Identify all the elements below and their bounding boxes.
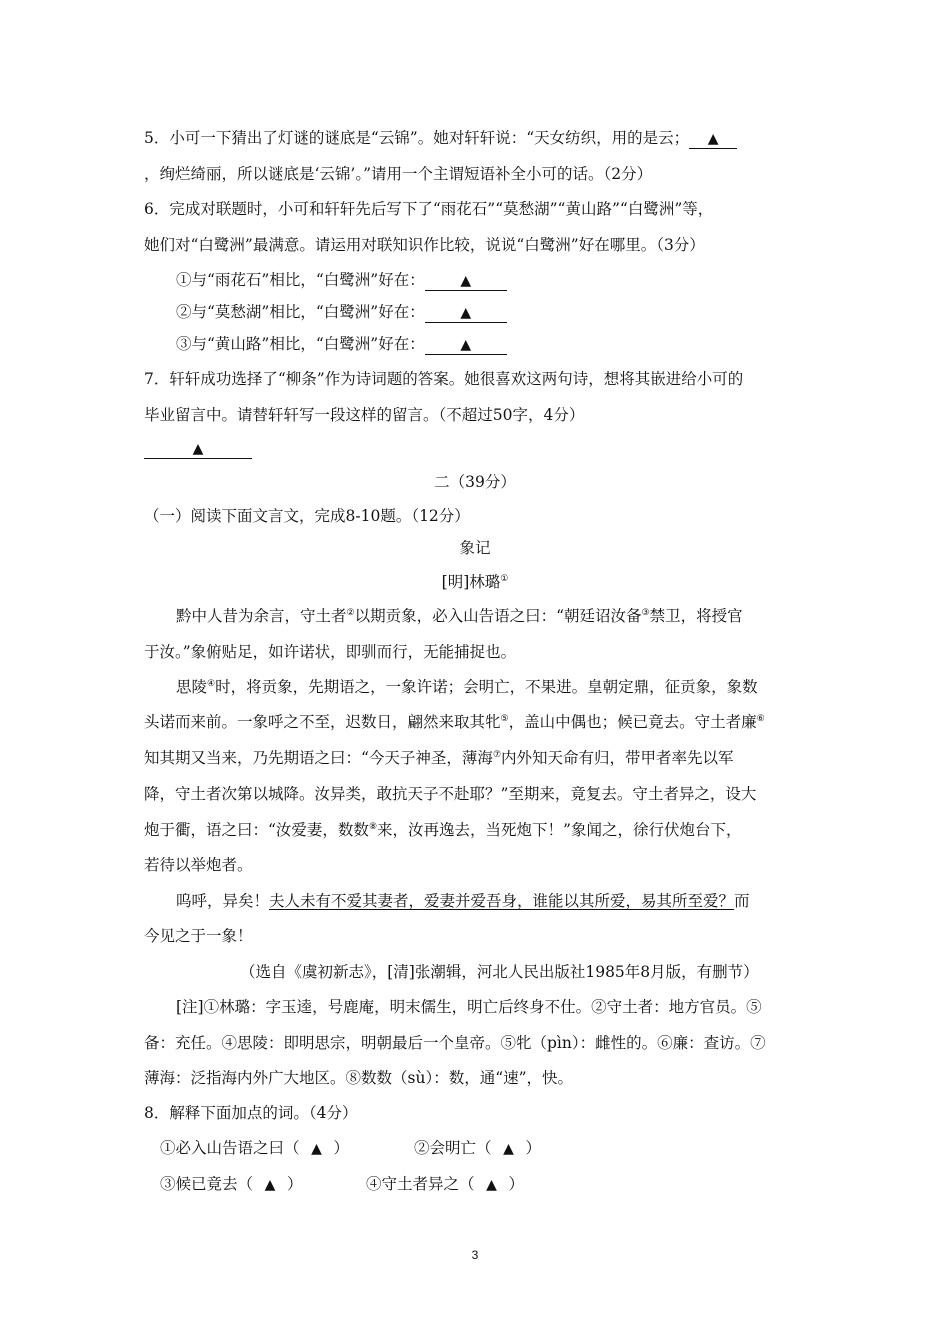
article-p2-line4: 降，守土者次第以城降。汝异类，敢抗天子不赴耶？”至期来，竟复去。守土者异之，设大 [144, 785, 757, 803]
footnote-mark: ⑦ [492, 749, 502, 760]
text-run: 时，将贡象，先期语之，一象许诺；会明亡，不果进。皇朝定鼎，征贡象，象数 [215, 678, 758, 696]
triangle-icon: ▲ [460, 305, 472, 321]
q6-item-2 [176, 302, 507, 323]
notes-line1: [注]①林璐：字玉逵，号鹿庵，明末儒生，明亡后终身不仕。②守土者：地方官员。⑤ [176, 998, 762, 1016]
article-p2-line1 [176, 677, 758, 697]
q5-text1: 5．小可一下猜出了灯谜的谜底是“云锦”。她对轩轩说：“天女纺织，用的是云； [144, 129, 690, 147]
triangle-icon: ▲ [503, 1141, 514, 1157]
footnote-mark: ② [346, 607, 355, 618]
text-run: 内外知天命有归，带甲者率先以军 [501, 749, 734, 767]
notes-line3: 薄海：泛指海内外广大地区。⑧数数（sù）：数，通“速”，快。 [144, 1069, 574, 1087]
q8-answer-blank[interactable] [300, 1138, 334, 1159]
q7-line2: 毕业留言中。请替轩轩写一段这样的留言。（不超过50字，4分） [144, 406, 585, 424]
q5-line2: ，绚烂绮丽，所以谜底是‘云锦’。”请用一个主谓短语补全小可的话。（2分） [144, 165, 653, 183]
triangle-icon: ▲ [460, 337, 472, 353]
q7-answer-line[interactable] [144, 438, 252, 459]
footnote-mark: ⑥ [756, 713, 765, 724]
text-run: 头诺而来前。一象呼之不至，迟数日，翩然来取其牝 [144, 713, 501, 731]
q8-item-3 [160, 1174, 303, 1195]
paren-close: ） [287, 1175, 303, 1193]
article-p3-line1 [176, 891, 750, 911]
paren-close: ） [333, 1139, 350, 1157]
article-p2-line5 [144, 820, 741, 840]
article-p3-line2: 今见之于一象！ [144, 927, 253, 945]
paren-close: ） [525, 1139, 542, 1157]
article-author [0, 572, 950, 592]
q8-answer-blank[interactable] [492, 1138, 526, 1159]
text-run: 而 [734, 892, 750, 910]
q6-line1: 6．完成对联题时，小可和轩轩先后写下了“雨花石”“莫愁湖”“黄山路”“白鹭洲”等， [144, 200, 714, 218]
q8-item-4 [366, 1174, 524, 1195]
triangle-icon: ▲ [486, 1177, 497, 1193]
q7-answer-blank[interactable] [144, 439, 252, 459]
triangle-icon: ▲ [311, 1141, 322, 1157]
q8-item-label: ④守土者异之（ [366, 1175, 475, 1193]
q5-answer-blank[interactable] [689, 129, 737, 149]
article-p1-line2: 于汝。”象俯贴足，如许诺状，即驯而行，无能捕捉也。 [144, 643, 517, 661]
q8-item-label: ②会明亡（ [414, 1139, 492, 1157]
q6-item-text: ①与“雨花石”相比，“白鹭洲”好在： [176, 271, 425, 289]
triangle-icon: ▲ [264, 1177, 276, 1193]
q8-answer-blank[interactable] [253, 1174, 287, 1195]
text-run: 禁卫，将授官 [649, 607, 743, 625]
text-run: 来，汝再逸去，当死炮下！”象闻之，徐行伏炮台下， [377, 821, 742, 839]
notes-line2: 备：充任。④思陵：即明思宗，明朝最后一个皇帝。⑤牝（pìn）：雌性的。⑥廉：查访。⑦ [144, 1034, 766, 1052]
text-run: 思陵 [176, 678, 208, 696]
triangle-icon: ▲ [460, 273, 472, 289]
section-subheading: （一）阅读下面文言文，完成8-10题。（12分） [144, 507, 470, 525]
footnote-mark: ③ [641, 607, 650, 618]
article-source: （选自《虞初新志》，[清]张潮辑，河北人民出版社1985年8月版，有删节） [240, 963, 759, 981]
q6-item-1 [176, 270, 507, 291]
section-heading: 二（39分） [434, 473, 516, 491]
underlined-sentence: 夫人未有不爱其妻者，爱妻并爱吾身，谁能以其所爱，易其所至爱？ [269, 892, 735, 910]
author-name: [明]林璐 [441, 573, 501, 591]
q8-item-1 [160, 1138, 349, 1159]
q8-item-label: ①必入山告语之曰（ [160, 1139, 300, 1157]
text-run: 知其期又当来，乃先期语之曰：“今天子神圣，薄海 [144, 749, 493, 767]
article-p2-line2 [144, 712, 765, 732]
q5-line1 [144, 128, 737, 149]
article-title: 象记 [459, 539, 491, 557]
q6-answer-blank[interactable] [425, 303, 507, 323]
q8-item-2 [414, 1138, 541, 1159]
text-run: 炮于衢，语之曰：“汝爱妻，数数 [144, 821, 369, 839]
footnote-mark: ④ [207, 678, 216, 689]
text-run: 以期贡象，必入山告语之曰：“朝廷诏汝备 [354, 607, 642, 625]
q8-item-label: ③候已竟去（ [160, 1175, 254, 1193]
q6-item-text: ②与“莫愁湖”相比，“白鹭洲”好在： [176, 303, 425, 321]
q6-answer-blank[interactable] [425, 271, 507, 291]
q8-answer-blank[interactable] [475, 1174, 509, 1195]
article-p2-line3 [144, 748, 734, 768]
footnote-mark: ⑤ [500, 713, 509, 724]
text-run: ，盖山中偶也；候已竟去。守土者廉 [508, 713, 757, 731]
footnote-mark: ⑧ [368, 821, 378, 832]
article-p2-line6: 若待以举炮者。 [144, 856, 253, 874]
footnote-mark: ① [500, 573, 509, 584]
q7-line1: 7．轩轩成功选择了“柳条”作为诗词题的答案。她很喜欢这两句诗，想将其嵌进给小可的 [144, 370, 744, 388]
triangle-icon: ▲ [707, 131, 719, 147]
page-number: 3 [471, 1248, 479, 1262]
q8-title: 8．解释下面加点的词。（4分） [144, 1104, 358, 1122]
paren-close: ） [508, 1175, 525, 1193]
q6-line2: 她们对“白鹭洲”最满意。请运用对联知识作比较，说说“白鹭洲”好在哪里。（3分） [144, 236, 705, 254]
text-run: 呜呼，异矣！ [176, 892, 270, 910]
q6-item-3 [176, 334, 507, 355]
q6-item-text: ③与“黄山路”相比，“白鹭洲”好在： [176, 335, 425, 353]
text-run: 黔中人昔为余言，守土者 [176, 607, 347, 625]
triangle-icon: ▲ [192, 441, 204, 457]
article-p1-line1 [176, 606, 743, 626]
q6-answer-blank[interactable] [425, 335, 507, 355]
